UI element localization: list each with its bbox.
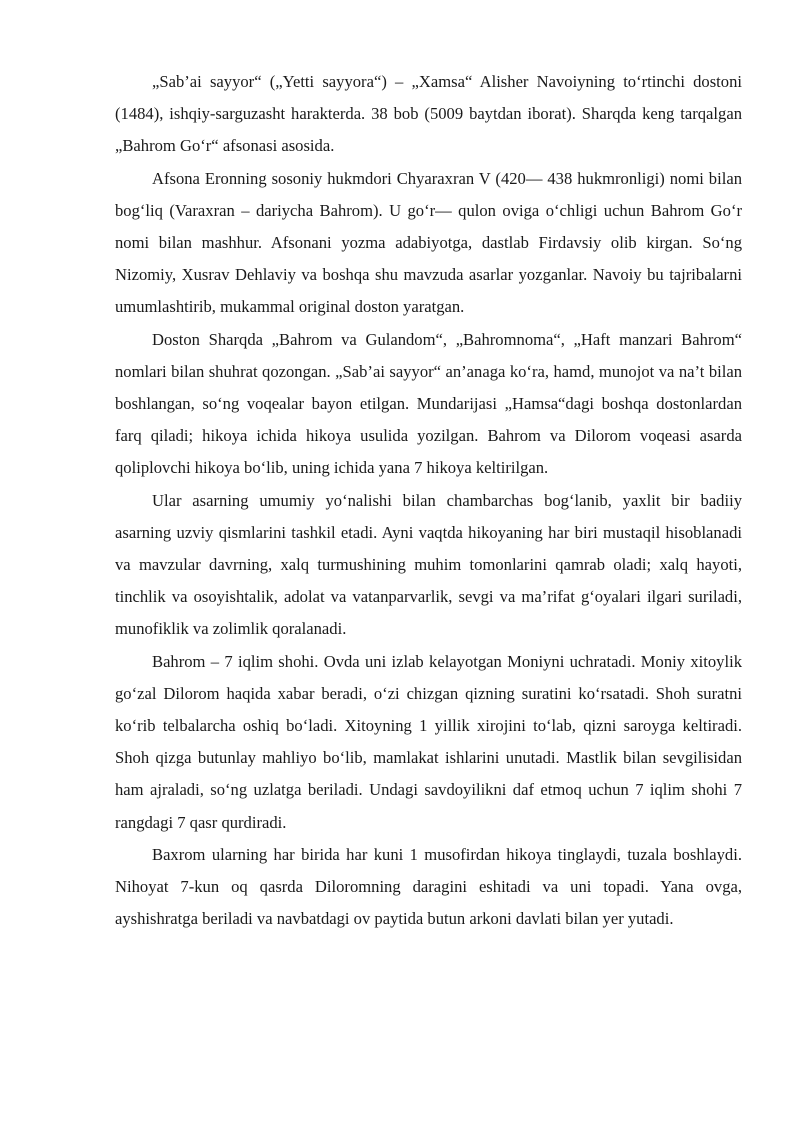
paragraph-2: Afsona Eronning sosoniy hukmdori Chyaraxran V (420— 438 hukmronligi) nomi bilan bog‘liq (Varaxran – dariycha Bahrom). U go‘r— qulon oviga o‘chligi uchun Bahrom Go‘r nomi bilan mashhur. Afsonani yozma adabiyotga, dastlab Firdavsiy olib kirgan. So‘ng Nizomiy, Xusrav Dehlaviy va boshqa shu mavzuda asarlar yozganlar. Navoiy bu tajribalarni umumlashtirib, mukammal original doston yaratgan. xyxy=(115,168,742,317)
document-page xyxy=(115,66,742,935)
paragraph-6: Baxrom ularning har birida har kuni 1 musofirdan hikoya tinglaydi, tuzala boshlaydi. Nihoyat 7-kun oq qasrda Diloromning daragini eshitadi va uni topadi. Yana ovga, ayshishratga beriladi va navbatdagi ov paytida butun arkoni davlati bilan yer yutadi. xyxy=(115,844,742,929)
paragraph-5: Bahrom – 7 iqlim shohi. Ovda uni izlab kelayotgan Moniyni uchratadi. Moniy xitoylik go‘zal Dilorom haqida xabar beradi, o‘zi chizgan qizning suratini ko‘rsatadi. Shoh suratni ko‘rib telbalarcha oshiq bo‘ladi. Xitoyning 1 yillik xirojini to‘lab, qizni saroyga keltiradi. Shoh qizga butunlay mahliyo bo‘lib, mamlakat ishlarini unutadi. Mastlik bilan sevgilisidan ham ajraladi, so‘ng uzlatga beriladi. Undagi savdoyilikni daf etmoq uchun 7 iqlim shohi 7 rangdagi 7 qasr qurdiradi. xyxy=(115,651,742,832)
paragraph-1: „Sab’ai sayyor“ („Yetti sayyora“) – „Xamsa“ Alisher Navoiyning to‘rtinchi dostoni (1484), ishqiy-sarguzasht harakterda. 38 bob (5009 baytdan iborat). Sharqda keng tarqalgan „Bahrom Go‘r“ afsonasi asosida. xyxy=(115,72,742,156)
paragraph-4: Ular asarning umumiy yo‘nalishi bilan chambarchas bog‘lanib, yaxlit bir badiiy asarning uzviy qismlarini tashkil etadi. Ayni vaqtda hikoyaning har biri mustaqil hisoblanadi va mavzular davrning, xalq turmushining muhim tomonlarini qamrab oladi; xalq hayoti, tinchlik va osoyishtalik, adolat va vatanparvarlik, sevgi va ma’rifat g‘oyalari ilgari suriladi, munofiklik va zolimlik qoralanadi. xyxy=(115,490,742,639)
paragraph-3: Doston Sharqda „Bahrom va Gulandom“, „Bahromnoma“, „Haft manzari Bahrom“ nomlari bilan shuhrat qozongan. „Sab’ai sayyor“ an’anaga ko‘ra, hamd, munojot va na’t bilan boshlangan, so‘ng voqealar bayon etilgan. Mundarijasi „Hamsa“dagi boshqa dostonlardan farq qiladi; hikoya ichida hikoya usulida yozilgan. Bahrom va Dilorom voqeasi asarda qoliplovchi hikoya bo‘lib, uning ichida yana 7 hikoya keltirilgan. xyxy=(115,329,742,478)
